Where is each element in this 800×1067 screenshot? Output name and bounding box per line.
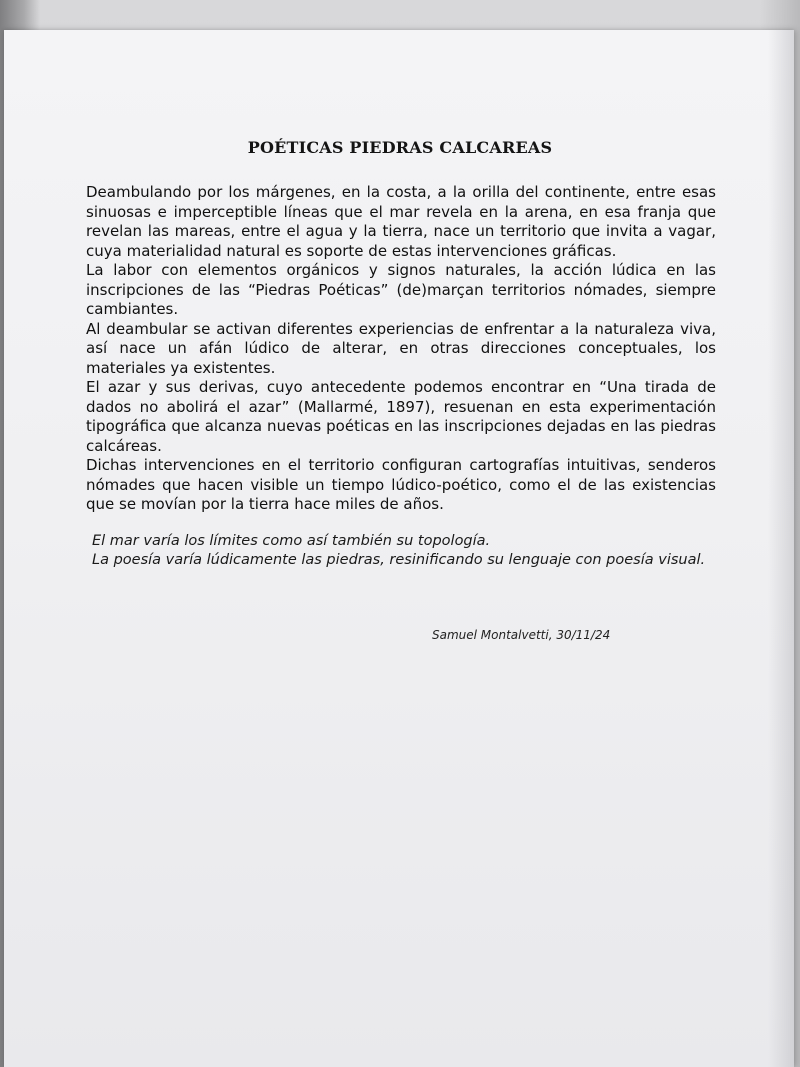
paragraph-5: Dichas intervenciones en el territorio configuran cartografías intuitivas, senderos nómades que hacen visible un tiempo lúdico-poético, como el de las existencias que se movían por la tierra hace miles de años. [86,456,716,513]
signature: Samuel Montalvetti, 30/11/24 [432,628,611,642]
document-title: POÉTICAS PIEDRAS CALCAREAS [247,138,553,157]
paper-edge-shading [768,30,794,1067]
poem-line-1: El mar varía los límites como así también su topología. [92,533,491,549]
document-body [86,183,716,515]
paragraph-2: La labor con elementos orgánicos y signos naturales, la acción lúdica en las inscripciones de las “Piedras Poéticas” (de)marçan territorios nómades, siempre cambiantes. [86,261,716,318]
paragraph-4: El azar y sus derivas, cuyo antecedente podemos encontrar en “Una tirada de dados no abolirá el azar” (Mallarmé, 1897), resuenan en esta experimentación tipográfica que alcanza nuevas poéticas en las inscripciones dejadas en las piedras calcáreas. [86,378,716,455]
paragraph-3: Al deambular se activan diferentes experiencias de enfrentar a la naturaleza viva, así nace un afán lúdico de alterar, en otras direcciones conceptuales, los materiales ya existentes. [86,319,716,377]
poem-line-2: La poesía varía lúdicamente las piedras, resinificando su lenguaje con poesía visual. [92,552,706,568]
paragraph-1: Deambulando por los márgenes, en la costa, a la orilla del continente, entre esas sinuosas e imperceptible líneas que el mar revela en la arena, en esa franja que revelan las mareas, entre el agua y la tierra, nace un territorio que invita a vagar, cuya materialidad natural es soporte de estas intervenciones gráficas. [86,183,716,260]
poem-block [92,532,732,570]
